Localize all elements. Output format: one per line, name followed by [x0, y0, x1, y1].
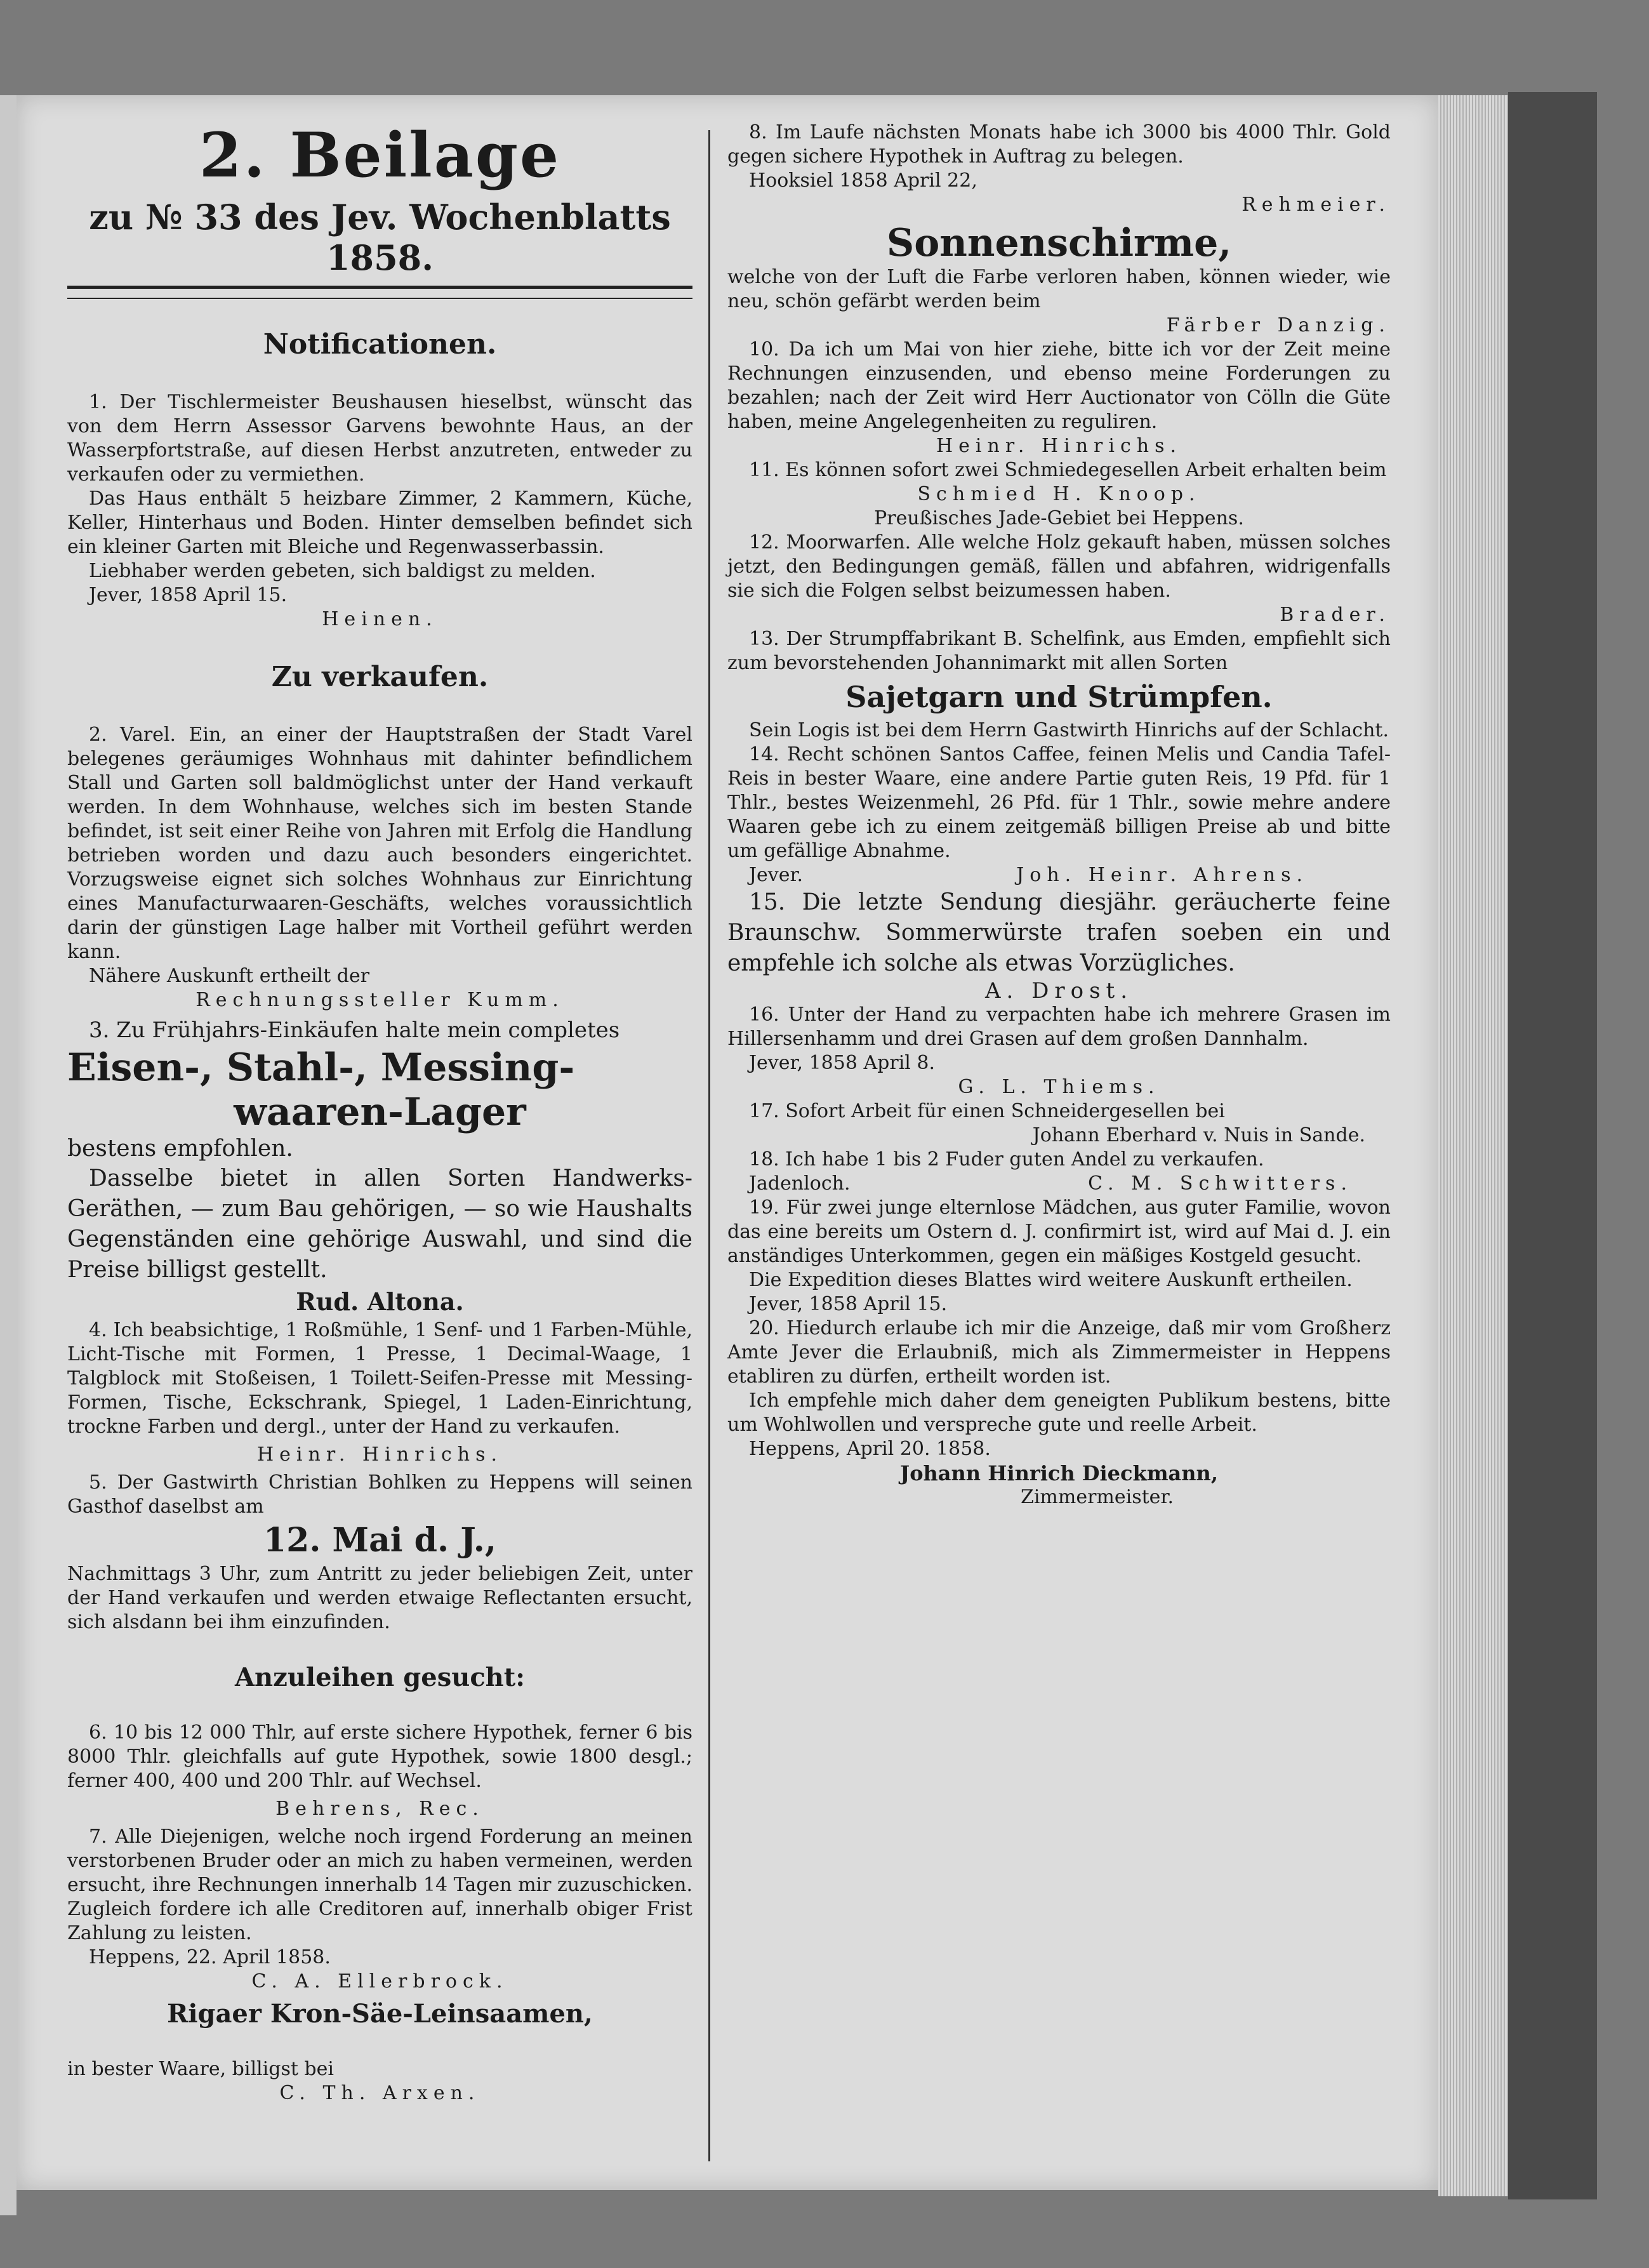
notice-9-headline: Sonnenschirme,	[886, 221, 1232, 265]
notice-14-place: Jever.	[749, 864, 804, 886]
notice-20-date: Heppens, April 20. 1858.	[749, 1438, 991, 1460]
notice-10-text: 10. Da ich um Mai von hier ziehe, bitte ich vor der Zeit meine Rechnungen einzusenden, und ebenso meine Forderungen zu bezahlen; nach der Zeit wird Herr Auctionator von Cölln die Güte haben, meine Angelegenheiten zu reguliren.	[727, 338, 1391, 433]
notice-1-details: Das Haus enthält 5 heizbare Zimmer, 2 Kammern, Küche, Keller, Hinterhaus und Boden. Hinter demselben befindet sich ein kleiner Garten mit Bleiche und Regenwasserbassin.	[67, 487, 692, 558]
masthead-title: 2. Beilage	[199, 119, 561, 191]
notice-19-text: 19. Für zwei junge elternlose Mädchen, aus guter Familie, wovon das eine bereits um Ostern d. J. confirmirt ist, wird auf Mai d. J. ein anständiges Unterkommen, gegen ein mäßiges Kostgeld gesucht.	[727, 1197, 1391, 1267]
notice-14-footer	[727, 863, 1391, 887]
notice-19-date: Jever, 1858 April 15.	[749, 1293, 948, 1315]
section-heading-loans: Anzuleihen gesucht:	[235, 1662, 525, 1692]
notice-1-signature: Heinen.	[322, 608, 438, 630]
section-heading-notifications: Notificationen.	[263, 328, 497, 361]
notice-13-details: Sein Logis ist bei dem Herrn Gastwirth Hinrichs auf der Schlacht.	[749, 719, 1389, 741]
notice-7-date: Heppens, 22. April 1858.	[89, 1946, 331, 1968]
notice-16-text: 16. Unter der Hand zu verpachten habe ich mehrere Grasen im Hillersenhamm und drei Grasen auf dem großen Dannhalm.	[727, 1004, 1391, 1050]
notice-3-recommend: bestens empfohlen.	[67, 1136, 293, 1162]
notice-11-signature: Schmied H. Knoop.	[917, 483, 1201, 505]
notice-12-text: 12. Moorwarfen. Alle welche Holz gekauft haben, müssen solches jetzt, den Bedingungen gemäß, fällen und abfahren, widrigenfalls sie sich die Folgen selbst beizumessen haben.	[727, 531, 1391, 602]
masthead-rule	[67, 286, 692, 299]
notice-17-employer: Johann Eberhard v. Nuis in Sande.	[1032, 1124, 1365, 1146]
notice-1-text: 1. Der Tischlermeister Beushausen hieselbst, wünscht das von dem Herrn Assessor Garvens bewohnte Haus, an der Wasserpfortstraße, auf diesen Herbst anzutreten, entweder zu verkaufen oder zu vermiethen.	[67, 391, 692, 486]
notice-18-signature: C. M. Schwitters.	[1088, 1172, 1353, 1195]
notice-8-signature: Rehmeier.	[1242, 194, 1391, 216]
notice-5-text: 5. Der Gastwirth Christian Bohlken zu Heppens will seinen Gasthof daselbst am	[67, 1471, 692, 1518]
notice-3-headline: Eisen-, Stahl-, Messing-	[67, 1045, 575, 1090]
notice-8-date: Hooksiel 1858 April 22,	[749, 169, 977, 192]
right-column	[727, 121, 1391, 1509]
newspaper-page	[17, 95, 1438, 2190]
notice-1-date: Jever, 1858 April 15.	[89, 584, 288, 606]
notice-3-intro: 3. Zu Frühjahrs-Einkäufen halte mein completes	[89, 1018, 620, 1043]
masthead-subtitle: zu № 33 des Jev. Wochenblatts 1858.	[89, 197, 671, 278]
notice-7-signature: C. A. Ellerbrock.	[251, 1970, 508, 1993]
notice-13-headline: Sajetgarn und Strümpfen.	[845, 680, 1273, 714]
notice-14-text: 14. Recht schönen Santos Caffee, feinen Melis und Candia Tafel-Reis in bester Waare, eine andere Partie guten Reis, 19 Pfd. für 1 Thlr., bestes Weizenmehl, 26 Pfd. für 1 Thlr., sowie mehre andere Waaren gebe ich zu einem zeitgemäß billigen Preise ab und bitte um gefällige Abnahme.	[727, 743, 1391, 862]
seed-text: in bester Waare, billigst bei	[67, 2058, 334, 2080]
notice-9-text: welche von der Luft die Farbe verloren haben, können wieder, wie neu, schön gefärbt werden beim	[727, 266, 1391, 312]
notice-6-text: 6. 10 bis 12 000 Thlr, auf erste sichere Hypothek, ferner 6 bis 8000 Thlr. gleichfalls auf gute Hypothek, sowie 1800 desgl.; ferner 400, 400 und 200 Thlr. auf Wechsel.	[67, 1721, 692, 1792]
previous-page-edge	[0, 95, 17, 2215]
notice-20-signature: Johann Hinrich Dieckmann,	[900, 1461, 1218, 1485]
notice-19-info: Die Expedition dieses Blattes wird weitere Auskunft ertheilen.	[749, 1269, 1353, 1291]
notice-4-text: 4. Ich beabsichtige, 1 Roßmühle, 1 Senf- und 1 Farben-Mühle, Licht-Tische mit Formen, 1 Presse, 1 Decimal-Waage, 1 Talgblock mit Stoßeisen, 1 Toilett-Seifen-Presse mit Messing-Formen, Tische, Eckschrank, Spiegel, 1 Laden-Einrichtung, trockne Farben und dergl., unter der Hand zu verkaufen.	[67, 1319, 692, 1438]
section-heading-sale: Zu verkaufen.	[271, 661, 489, 693]
notice-5-details: Nachmittags 3 Uhr, zum Antritt zu jeder beliebigen Zeit, unter der Hand verkaufen und werden etwaige Reflectanten ersucht, sich alsdann bei ihm einzufinden.	[67, 1563, 692, 1633]
notice-14-signature: Joh. Heinr. Ahrens.	[1016, 864, 1308, 886]
notice-11-place: Preußisches Jade-Gebiet bei Heppens.	[874, 507, 1244, 529]
seed-signature: C. Th. Arxen.	[279, 2082, 480, 2104]
notice-4-signature: Heinr. Hinrichs.	[256, 1443, 503, 1466]
notice-18-text: 18. Ich habe 1 bis 2 Fuder guten Andel zu verkaufen.	[749, 1148, 1264, 1170]
column-divider	[708, 130, 710, 2161]
notice-20-text: 20. Hiedurch erlaube ich mir die Anzeige, daß mir vom Großherz Amte Jever die Erlaubniß, mich als Zimmermeister in Heppens etabliren zu dürfen, ertheilt worden ist.	[727, 1317, 1391, 1388]
book-cover	[1508, 92, 1597, 2199]
notice-2-signature: Rechnungssteller Kumm.	[195, 989, 564, 1011]
seed-headline: Rigaer Kron-Säe-Leinsaamen,	[167, 1999, 593, 2029]
notice-3-headline-2: waaren-Lager	[234, 1090, 526, 1134]
notice-16-signature: G. L. Thiems.	[958, 1076, 1160, 1098]
notice-6-signature: Behrens, Rec.	[275, 1798, 484, 1820]
notice-20-recommend: Ich empfehle mich daher dem geneigten Publikum bestens, bitte um Wohlwollen und verspreche gute und reelle Arbeit.	[727, 1389, 1391, 1436]
notice-12-signature: Brader.	[1280, 604, 1391, 626]
notice-13-text: 13. Der Strumpffabrikant B. Schelfink, aus Emden, empfiehlt sich zum bevorstehenden Johannimarkt mit allen Sorten	[727, 628, 1391, 674]
notice-3-signature: Rud. Altona.	[296, 1287, 464, 1316]
notice-18-footer	[727, 1172, 1391, 1196]
left-column	[67, 121, 692, 2106]
notice-11-text: 11. Es können sofort zwei Schmiedegesellen Arbeit erhalten beim	[749, 459, 1387, 481]
notice-16-date: Jever, 1858 April 8.	[749, 1052, 936, 1074]
notice-17-text: 17. Sofort Arbeit für einen Schneidergesellen bei	[749, 1100, 1225, 1122]
notice-8-text: 8. Im Laufe nächsten Monats habe ich 3000 bis 4000 Thlr. Gold gegen sichere Hypothek in Auftrag zu belegen.	[727, 121, 1391, 168]
notice-2-text: 2. Varel. Ein, an einer der Hauptstraßen der Stadt Varel belegenes geräumiges Wohnhaus mit dahinter befindlichem Stall und Garten soll baldmöglichst unter der Hand verkauft werden. In dem Wohnhause, welches sich im besten Stande befindet, ist seit einer Reihe von Jahren mit Erfolg die Handlung betrieben worden und dazu auch besonders eingerichtet. Vorzugsweise eignet sich solches Wohnhaus zur Einrichtung eines Manufacturwaaren-Geschäfts, welches voraussichtlich darin der günstigen Lage halber mit Vortheil geführt werden kann.	[67, 724, 692, 963]
notice-18-place: Jadenloch.	[749, 1172, 851, 1195]
notice-5-headline: 12. Mai d. J.,	[263, 1521, 497, 1560]
notice-3-text: Dasselbe bietet in allen Sorten Handwerks-Geräthen, — zum Bau gehörigen, — so wie Haushalts Gegenständen eine gehörige Auswahl, und sind die Preise billigst gestellt.	[67, 1165, 692, 1283]
notice-15-text: 15. Die letzte Sendung diesjähr. geräucherte feine Braunschw. Sommerwürste trafen soeben ein und empfehle ich solche als etwas Vorzügliches.	[727, 889, 1391, 976]
notice-9-signature: Färber Danzig.	[1166, 314, 1391, 336]
notice-15-signature: A. Drost.	[984, 978, 1134, 1004]
notice-7-text: 7. Alle Diejenigen, welche noch irgend Forderung an meinen verstorbenen Bruder oder an mich zu haben vermeinen, werden ersucht, ihre Rechnungen innerhalb 14 Tagen mir zuzuschicken. Zugleich fordere ich alle Creditoren auf, innerhalb obiger Frist Zahlung zu leisten.	[67, 1826, 692, 1944]
book-page-edges	[1438, 95, 1508, 2196]
notice-2-info: Nähere Auskunft ertheilt der	[89, 965, 370, 987]
notice-20-trade: Zimmermeister.	[1020, 1486, 1174, 1508]
notice-10-signature: Heinr. Hinrichs.	[936, 435, 1182, 457]
notice-1-request: Liebhaber werden gebeten, sich baldigst zu melden.	[89, 560, 596, 582]
